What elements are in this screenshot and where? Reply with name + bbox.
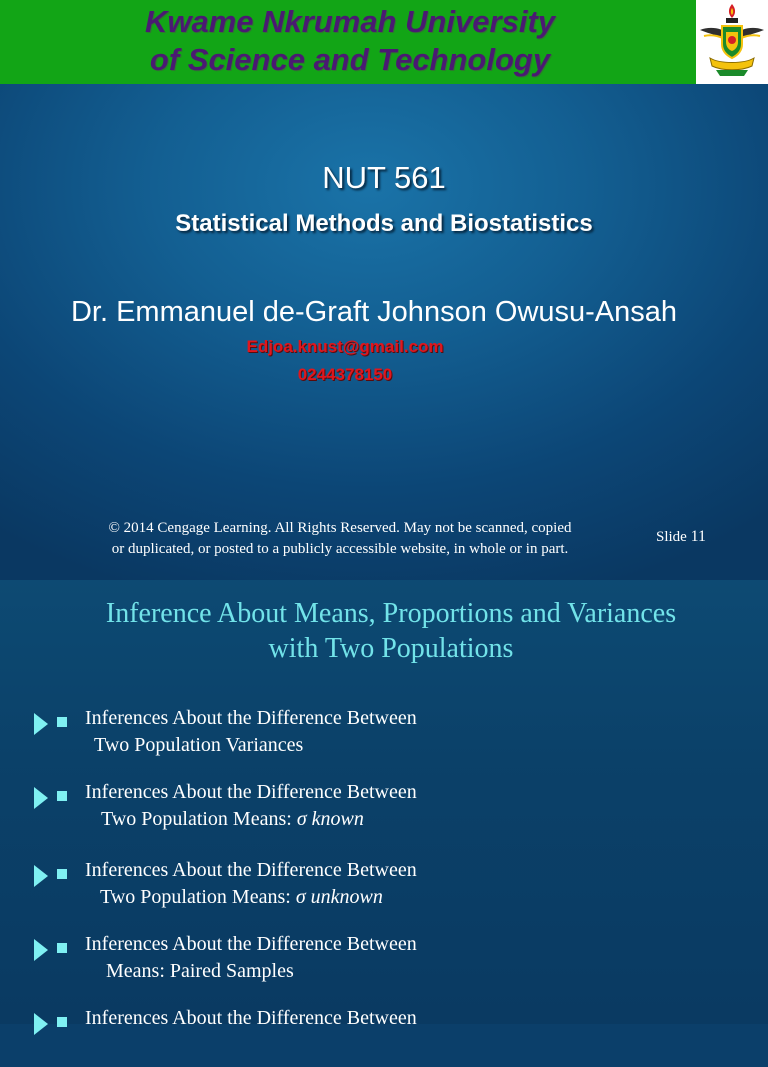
arrow-bullet-icon <box>34 939 48 961</box>
arrow-bullet-icon <box>34 1013 48 1035</box>
bullet-item <box>0 1007 768 1067</box>
slide-heading-line1: Inference About Means, Proportions and Variances <box>105 598 677 629</box>
bullet-line2: Two Population Variances <box>94 734 304 756</box>
square-bullet-icon <box>57 791 67 801</box>
course-code: NUT 561 <box>322 160 446 195</box>
bullet-line1: Inferences About the Difference Between <box>85 933 417 955</box>
square-bullet-icon <box>57 943 67 953</box>
lecturer-name: Dr. Emmanuel de-Graft Johnson Owusu-Ansah <box>70 296 678 328</box>
knust-crest-icon <box>696 0 768 84</box>
bullet-item <box>0 933 768 993</box>
slide-label: Slide <box>656 529 687 545</box>
slide-number <box>656 528 706 546</box>
bullet-line2: Two Population Means: σ unknown <box>100 886 383 908</box>
bullet-line1: Inferences About the Difference Between <box>85 1007 417 1029</box>
bullet-line1: Inferences About the Difference Between <box>85 781 417 803</box>
arrow-bullet-icon <box>34 713 48 735</box>
arrow-bullet-icon <box>34 787 48 809</box>
content-slide <box>0 580 768 1029</box>
copyright-notice <box>40 518 640 560</box>
square-bullet-icon <box>57 869 67 879</box>
bullet-line2: Two Population Means: σ known <box>101 808 364 830</box>
square-bullet-icon <box>57 1017 67 1027</box>
copyright-line2: or duplicated, or posted to a publicly accessible website, in whole or in part. <box>111 541 569 557</box>
bullet-line2: Means: Paired Samples <box>106 960 294 982</box>
copyright-line1: © 2014 Cengage Learning. All Rights Reserved. May not be scanned, copied <box>108 520 572 536</box>
university-crest <box>696 0 768 84</box>
lecturer-email: Edjoa.knust@gmail.com <box>246 337 444 356</box>
bullet-item <box>0 781 768 841</box>
bullet-line1: Inferences About the Difference Between <box>85 707 417 729</box>
university-name-line1: Kwame Nkrumah University <box>144 4 556 39</box>
square-bullet-icon <box>57 717 67 727</box>
lecturer-phone: 0244378150 <box>297 365 393 384</box>
slide-number-value: 11 <box>690 528 706 545</box>
slide-heading <box>0 596 768 666</box>
arrow-bullet-icon <box>34 865 48 887</box>
university-banner <box>0 0 768 84</box>
slide-heading-line2: with Two Populations <box>268 633 514 664</box>
bullet-item <box>0 707 768 767</box>
bullet-line1: Inferences About the Difference Between <box>85 859 417 881</box>
course-title: Statistical Methods and Biostatistics <box>175 210 593 237</box>
university-name-line2: of Science and Technology <box>149 42 551 77</box>
bullet-item <box>0 859 768 919</box>
